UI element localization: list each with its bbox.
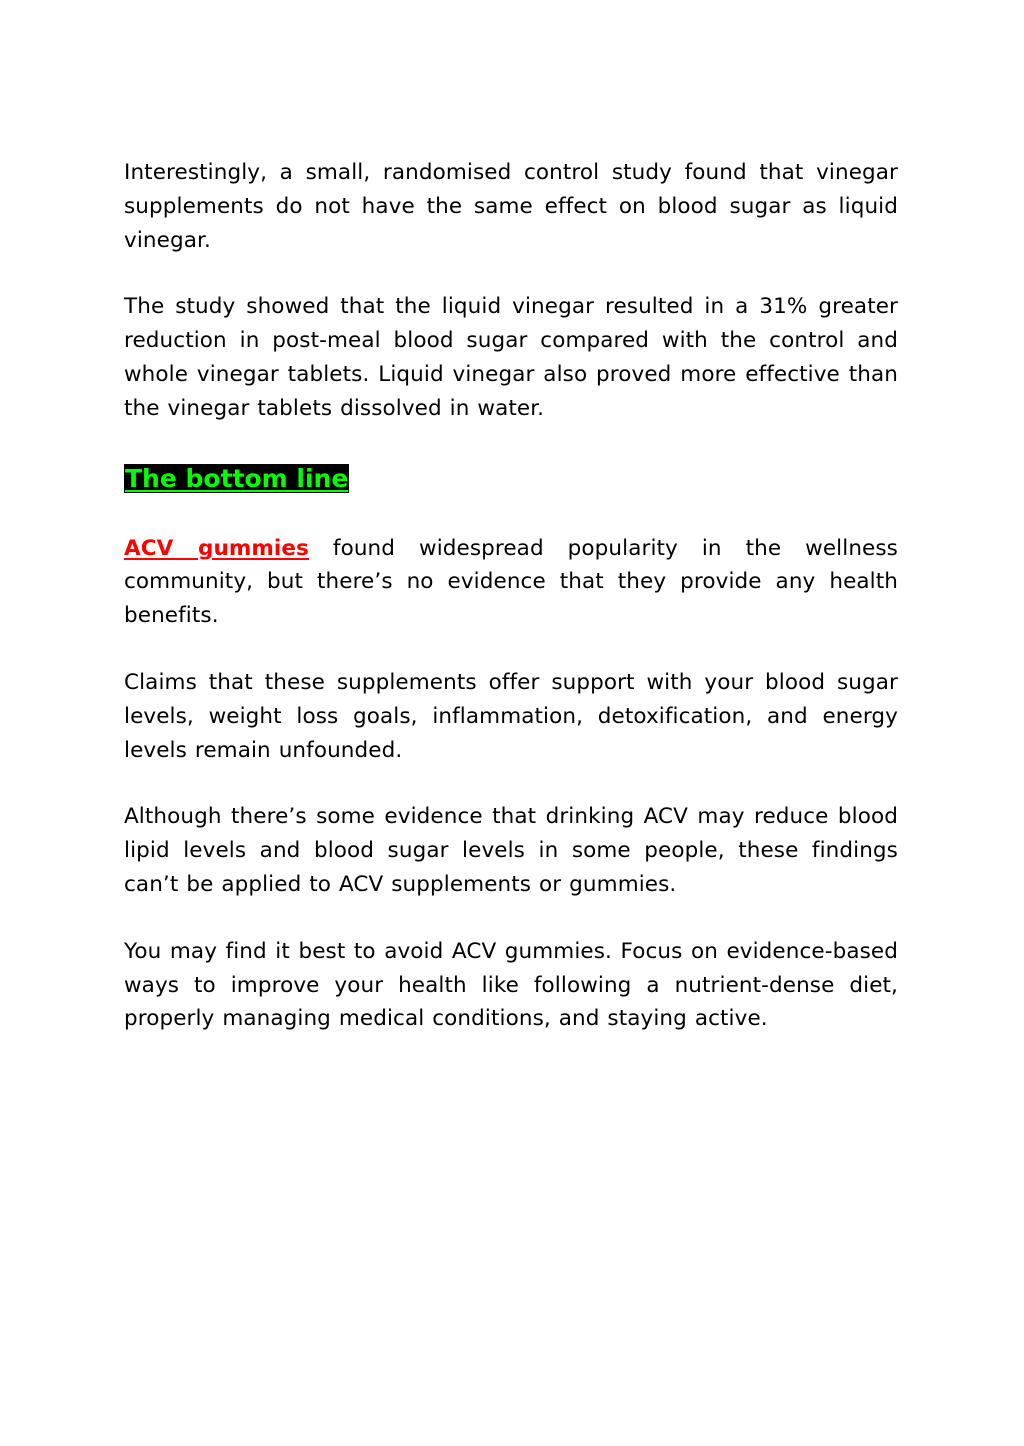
paragraph-claims: Claims that these supplements offer support with your blood sugar levels, weight loss goals, inflammation, detoxification, and energy levels remain unfounded.: [124, 669, 898, 763]
paragraph-study-results: The study showed that the liquid vinegar resulted in a 31% greater reduction in post-meal blood sugar compared with the control and whole vinegar tablets. Liquid vinegar also proved more effective than the vinegar tablets dissolved in water.: [124, 294, 898, 421]
paragraph-recommendation: You may find it best to avoid ACV gummies. Focus on evidence-based ways to improve your health like following a nutrient-dense diet, properly managing medical conditions, and staying active.: [124, 938, 898, 1032]
acv-gummies-link[interactable]: ACV gummies: [124, 535, 309, 561]
section-heading-text: The bottom line: [125, 463, 349, 493]
paragraph-vinegar-supplements: Interestingly, a small, randomised control study found that vinegar supplements do not have the same effect on blood sugar as liquid vinegar.: [124, 160, 898, 253]
paragraph-acv-gummies: [124, 532, 898, 633]
paragraph-acv-gummies-text: found widespread popularity in the wellness community, but there’s no evidence that they provide any health benefits.: [124, 535, 898, 629]
paragraph-evidence: Although there’s some evidence that drinking ACV may reduce blood lipid levels and blood sugar levels in some people, these findings can’t be applied to ACV supplements or gummies.: [124, 804, 898, 897]
document-body: [124, 156, 898, 1036]
section-heading: [124, 462, 898, 496]
